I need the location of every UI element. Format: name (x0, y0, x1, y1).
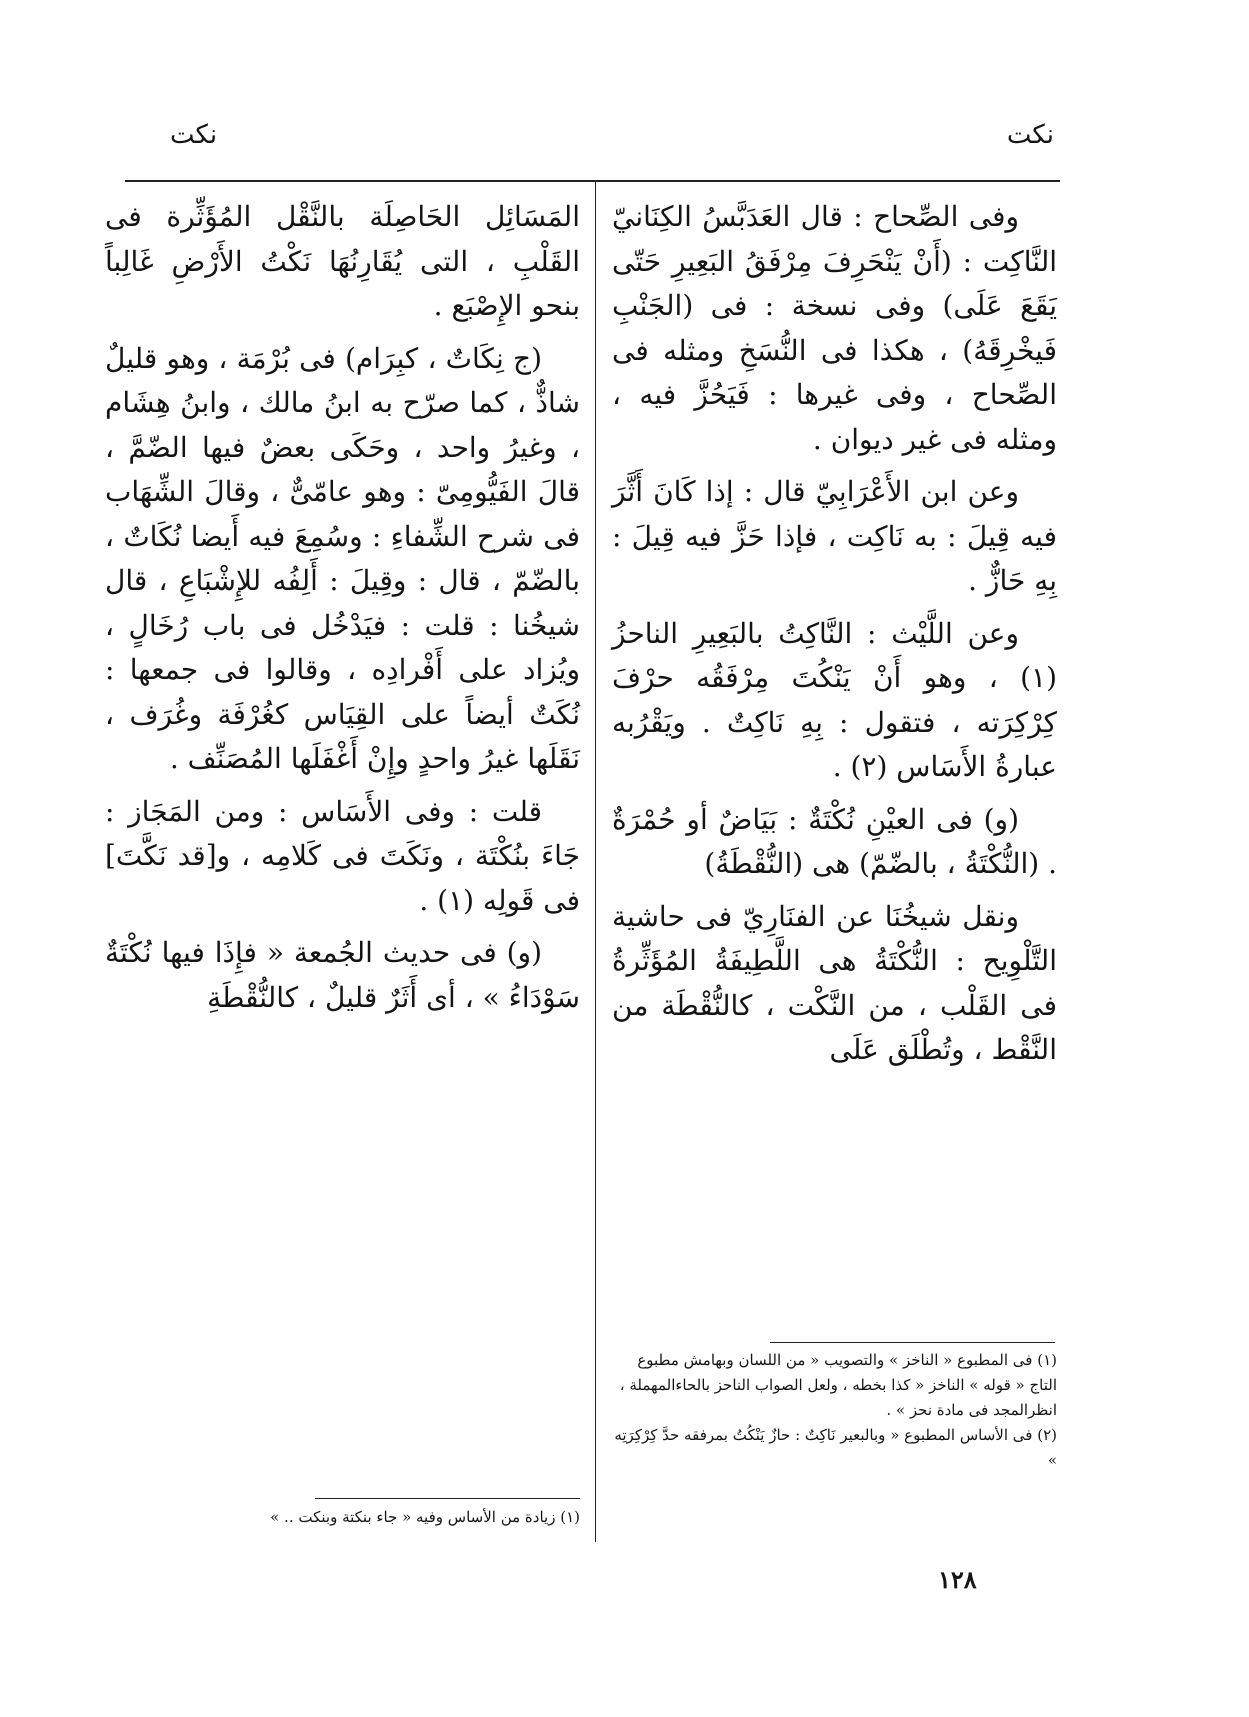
right-footnotes (612, 1348, 1057, 1473)
footnote: (٢) فى الأساس المطبوع « وبالبعير نَاكِتٌ : حازٌ يَنْكُتُ بمرفقه حدَّ كِرْكِرَتِه » (614, 1426, 1057, 1469)
running-head-left: نكت (170, 120, 218, 150)
paragraph: المَسَائِل الحَاصِلَة بالنَّقْل المُؤَثِّرة فى القَلْبِ ، التى يُقَارِنُهَا نَكْتُ الأَرْضِ غَالِباً بنحو الإِصْبَع . (105, 200, 580, 322)
footnote: (١) فى المطبوع « الناخز » والتصويب « من اللسان وبهامش مطبوع التاج « قوله » الناخز « كذا بخطه ، ولعل الصواب الناحز بالحاءالمهملة ، انظرالمجد فى مادة نحز » . (619, 1351, 1057, 1419)
paragraph: وفى الصِّحاح : قال العَدَبَّسُ الكِنَانيّ النَّاكِت : (أَنْ يَنْحَرِفَ مِرْفَقُ البَعِيرِ حَتّى يَقَعَ عَلَى) وفى نسخة : فى (الجَنْبِ فَيخْرِقَهُ) ، هكذا فى النُّسَخِ ومثله فى الصِّحاح ، وفى غيرها : فَيَحُزَّ فيه ، ومثله فى غير ديوان . (612, 200, 1057, 456)
header-rule (125, 180, 1060, 182)
left-footnotes (105, 1505, 580, 1530)
paragraph: قلت : وفى الأَسَاس : ومن المَجَاز : جَاءَ بنُكْتَة ، ونَكَتَ فى كَلامِه ، و[قد نَكَّتَ] فى قَولِه (١) . (105, 794, 580, 917)
paragraph: (و) فى حديث الجُمعة « فإِذَا فيها نُكْتَةٌ سَوْدَاءُ » ، أى أَثَرٌ قليلٌ ، كالنُّقْطَةِ (105, 936, 580, 1014)
column-divider (595, 182, 596, 1542)
paragraph: وعن ابن الأَعْرَابِيّ قال : إذا كَانَ أَثَّرَ فيه قِيلَ : به نَاكِت ، فإذا حَزَّ فيه قِيلَ : بِهِ حَازٌّ . (612, 475, 1057, 597)
right-column (612, 195, 1057, 1081)
footnote-rule-left (315, 1498, 580, 1499)
footnote-rule-right (770, 1342, 1055, 1343)
page-number: ١٢٨ (938, 1565, 977, 1594)
footnote: (١) زيادة من الأساس وفيه « جاء بنكتة وبنكت .. » (270, 1508, 580, 1526)
paragraph: (و) فى العيْنِ نُكْتَةٌ : بَيَاضٌ أو حُمْرَةٌ . (النُّكْتَةُ ، بالضّمّ) هى (النُّقْطَةُ) (612, 802, 1057, 880)
paragraph: ونقل شيخُنَا عن الفنَارِيّ فى حاشية التَّلْوِيح : النُّكْتَةُ هى اللَّطِيفَةُ المُؤَثِّرةُ فى القَلْب ، من النَّكْت ، كالنُّقْطَة من النَّقْط ، وتُطْلَق عَلَى (612, 899, 1057, 1066)
paragraph: وعن اللَّيْث : النَّاكِتُ بالبَعِيرِ الناحزُ (١) ، وهو أَنْ يَنْكُتَ مِرْفَقُه حرْفَ كِرْكِرَته ، فتقول : بِهِ نَاكِتٌ . ويَقْرُبه عبارةُ الأَسَاس (٢) . (612, 616, 1057, 783)
paragraph: (ج نِكَاتٌ ، كبِرَام) فى بُرْمَة ، وهو قليلٌ شاذٌّ ، كما صرّح به ابنُ مالك ، وابنُ هِشَام ، وغيرُ واحد ، وحَكَى بعضٌ فيها الضّمَّ ، قالَ الفَيُّومِىّ : وهو عامّىٌّ ، وقالَ الشِّهَاب فى شرح الشِّفاءِ : وسُمِعَ فيه أَيضا نُكَاتٌ ، بالضّمّ ، قال : وقِيلَ : أَلِفُه للإِشْبَاعِ ، قال شيخُنا : قلت : فيَدْخُل فى باب رُخَالٍ ، ويُزاد على أَفْرادِه ، وقالوا فى جمعها : نُكَتٌ أيضاً على القِيَاس كغُرْفَة وغُرَف ، نَقَلَها غيرُ واحدٍ وإِنْ أَغْفَلَها المُصَنِّف . (105, 341, 580, 775)
running-head-right: نكت (1006, 120, 1054, 150)
left-column (105, 195, 580, 1028)
